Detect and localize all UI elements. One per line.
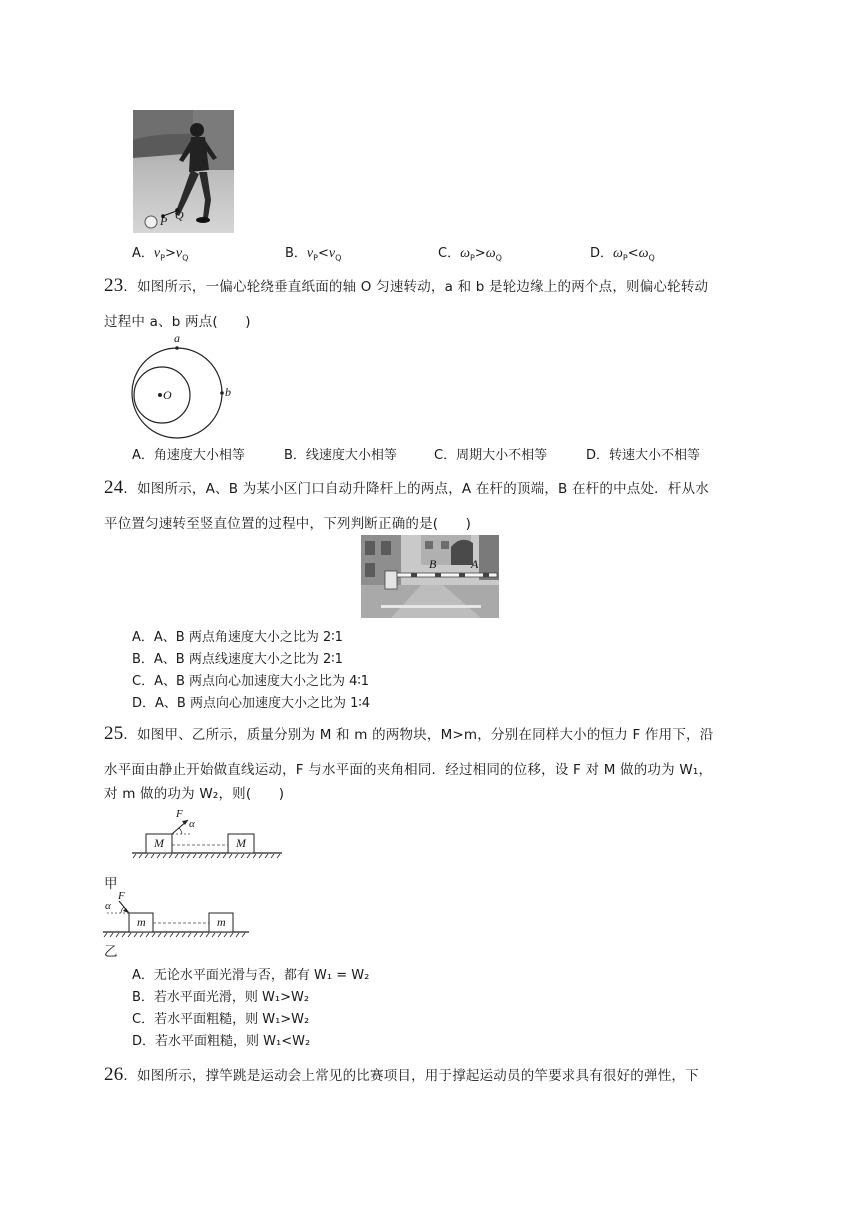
q25-stem-line1: 25．如图甲、乙所示，质量分别为 M 和 m 的两物块，M>m，分别在同样大小的恒力 F 作用下，沿	[104, 723, 714, 744]
q25-yi-block-right: m	[217, 915, 226, 929]
q22-label-p: P	[160, 214, 168, 228]
q23-option-d: D．转速大小不相等	[586, 448, 701, 463]
q25-figure-jia	[132, 808, 284, 860]
q23-eccentric-wheel-figure	[130, 331, 240, 444]
q23-label-b: b	[225, 385, 231, 399]
q26-number: 26	[104, 1064, 124, 1085]
q24-stem-line1: 24．如图所示，A、B 为某小区门口自动升降杆上的两点，A 在杆的顶端，B 在杆的中点处．杆从水	[104, 477, 709, 498]
q25-yi-label-f: F	[118, 890, 125, 902]
q25-figure-yi	[103, 890, 251, 940]
q25-yi-block-left: m	[137, 915, 146, 929]
q24-option-a: A．A、B 两点角速度大小之比为 2∶1	[132, 630, 343, 645]
q23-option-c: C．周期大小不相等	[434, 448, 548, 463]
q25-stem-line3: 对 m 做的功为 W₂，则( )	[104, 786, 285, 802]
q24-label-a: A	[471, 557, 479, 571]
q26-stem-line1: 26．如图所示，撑竿跳是运动会上常见的比赛项目，用于撑起运动员的竿要求具有很好的弹性，下	[104, 1064, 699, 1085]
q23-stem-line1: 23．如图所示，一偏心轮绕垂直纸面的轴 O 匀速转动，a 和 b 是轮边缘上的两个点，则偏心轮转动	[104, 275, 709, 296]
q24-option-c: C．A、B 两点向心加速度大小之比为 4∶1	[132, 674, 370, 689]
q25-stem-line2: 水平面由静止开始做直线运动，F 与水平面的夹角相同．经过相同的位移，设 F 对 M 做的功为 W₁，	[104, 762, 713, 778]
q24-option-b: B．A、B 两点线速度大小之比为 2∶1	[132, 652, 343, 667]
q25-jia-label-alpha: α	[189, 818, 195, 830]
q24-option-d: D．A、B 两点向心加速度大小之比为 1∶4	[132, 696, 371, 711]
q22-option-c: C．$\omega_P>\omega_Q$	[438, 246, 502, 263]
q25-yi-label-alpha: α	[105, 900, 111, 912]
q22-option-d: D．$\omega_P<\omega_Q$	[590, 246, 655, 263]
q24-stem-line2: 平位置匀速转至竖直位置的过程中，下列判断正确的是( )	[104, 516, 472, 532]
q24-number: 24	[104, 477, 124, 498]
q22-option-b: B．$v_P<v_Q$	[285, 246, 342, 263]
q25-yi-caption: 乙	[104, 944, 118, 960]
q24-barrier-gate-photo	[361, 535, 499, 618]
q22-label-q: Q	[175, 208, 184, 222]
q25-jia-caption: 甲	[104, 876, 118, 892]
q25-option-d: D．若水平面粗糙，则 W₁<W₂	[132, 1034, 311, 1049]
q22-option-a: A．$v_P>v_Q$	[132, 246, 189, 263]
q25-number: 25	[104, 723, 124, 744]
q24-label-b: B	[429, 557, 437, 571]
q22-photo	[133, 110, 234, 233]
q23-label-a: a	[174, 331, 180, 345]
q25-jia-block-right: M	[236, 836, 246, 850]
q23-option-b: B．线速度大小相等	[284, 448, 397, 463]
q25-option-a: A．无论水平面光滑与否，都有 W₁ = W₂	[132, 968, 370, 983]
q25-jia-label-f: F	[176, 808, 183, 820]
q23-option-a: A．角速度大小相等	[132, 448, 245, 463]
q25-jia-block-left: M	[154, 836, 164, 850]
q25-option-b: B．若水平面光滑，则 W₁>W₂	[132, 990, 310, 1005]
q23-number: 23	[104, 275, 124, 296]
q23-label-o: O	[163, 388, 172, 402]
q23-stem-line2: 过程中 a、b 两点( )	[104, 314, 251, 330]
q25-option-c: C．若水平面粗糙，则 W₁>W₂	[132, 1012, 310, 1027]
